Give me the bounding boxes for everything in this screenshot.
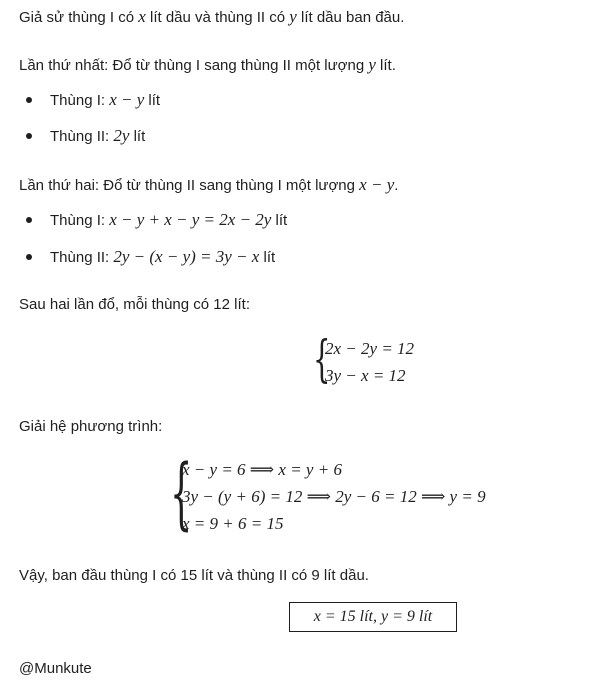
list-item-label: Thùng I:	[50, 92, 110, 109]
first-pour-heading-var: y	[368, 55, 376, 74]
boxed-answer	[289, 602, 457, 632]
list-item-unit: lít	[259, 249, 276, 266]
bullet-icon	[26, 217, 32, 223]
intro-paragraph	[19, 6, 404, 29]
bullet-icon	[26, 97, 32, 103]
list-item-unit: lít	[271, 212, 288, 229]
list-item	[50, 246, 275, 269]
equation-row: 3y − (y + 6) = 12 ⟹ 2y − 6 = 12 ⟹ y = 9	[182, 487, 486, 506]
equation-row: 3y − x = 12	[325, 366, 406, 385]
intro-var-y: y	[289, 7, 297, 26]
list-item-unit: lít	[129, 128, 146, 145]
left-brace-icon: {	[313, 330, 331, 388]
equation-system-1	[313, 330, 453, 392]
first-pour-heading	[19, 54, 396, 77]
equation-system-2	[170, 449, 590, 542]
second-pour-heading-text: Lần thứ hai: Đổ từ thùng II sang thùng I một lượng	[19, 177, 360, 194]
bullet-icon	[26, 254, 32, 260]
conclusion-text: Vậy, ban đầu thùng I có 15 lít và thùng II có 9 lít dầu.	[19, 567, 369, 584]
list-item-label: Thùng II:	[50, 249, 114, 266]
list-item-label: Thùng II:	[50, 128, 114, 145]
equation-row: x − y = 6 ⟹ x = y + 6	[182, 460, 342, 479]
second-pour-heading-end: .	[394, 177, 399, 194]
list-item-label: Thùng I:	[50, 212, 110, 229]
first-pour-heading-text: Lần thứ nhất: Đổ từ thùng I sang thùng II một lượng	[19, 57, 369, 74]
intro-var-x: x	[138, 7, 146, 26]
equation-row: 2x − 2y = 12	[325, 339, 415, 358]
intro-mid: lít dầu và thùng II có	[145, 9, 290, 26]
list-item	[50, 89, 160, 112]
solve-heading: Giải hệ phương trình:	[19, 418, 163, 435]
intro-text: Giả sử thùng I có	[19, 9, 139, 26]
list-item-expr: x − y	[109, 90, 145, 109]
list-item-expr: 2y − (x − y) = 3y − x	[113, 247, 260, 266]
list-item-expr: 2y	[113, 126, 130, 145]
list-item-unit: lít	[144, 92, 161, 109]
list-item-expr: x − y + x − y = 2x − 2y	[109, 210, 272, 229]
second-pour-heading	[19, 174, 398, 197]
second-pour-heading-var: x − y	[359, 175, 395, 194]
intro-end: lít dầu ban đầu.	[296, 9, 405, 26]
boxed-answer-text: x = 15 lít, y = 9 lít	[313, 608, 433, 625]
list-item	[50, 125, 145, 148]
bullet-icon	[26, 133, 32, 139]
first-pour-heading-end: lít.	[375, 57, 396, 74]
after-pours-text: Sau hai lần đổ, mỗi thùng có 12 lít:	[19, 296, 250, 313]
list-item	[50, 209, 287, 232]
signature: @Munkute	[19, 660, 92, 677]
equation-row: x = 9 + 6 = 15	[182, 514, 284, 533]
left-brace-icon: {	[170, 449, 193, 539]
